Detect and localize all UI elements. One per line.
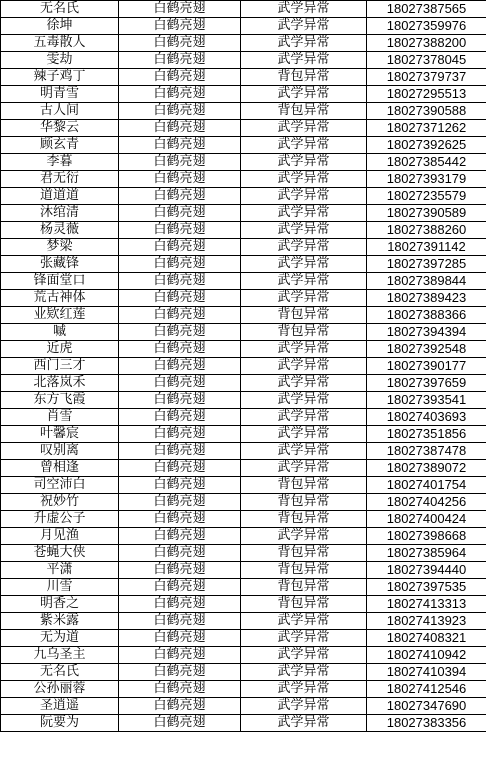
name-cell: 叹别离	[1, 443, 119, 460]
skill-cell: 白鹤亮翅	[119, 698, 241, 715]
phone-cell: 18027235579	[367, 188, 486, 205]
skill-cell: 白鹤亮翅	[119, 630, 241, 647]
skill-cell: 白鹤亮翅	[119, 579, 241, 596]
status-cell: 武学异常	[241, 120, 367, 137]
status-cell: 背包异常	[241, 307, 367, 324]
status-cell: 武学异常	[241, 715, 367, 732]
name-cell: 肖雪	[1, 409, 119, 426]
table-row	[1, 307, 486, 324]
phone-cell: 18027390177	[367, 358, 486, 375]
skill-cell: 白鹤亮翅	[119, 341, 241, 358]
skill-cell: 白鹤亮翅	[119, 715, 241, 732]
status-cell: 武学异常	[241, 1, 367, 18]
phone-cell: 18027394394	[367, 324, 486, 341]
name-cell: 业欵红莲	[1, 307, 119, 324]
status-cell: 武学异常	[241, 647, 367, 664]
skill-cell: 白鹤亮翅	[119, 681, 241, 698]
status-cell: 武学异常	[241, 426, 367, 443]
phone-cell: 18027389844	[367, 273, 486, 290]
name-cell: 月见渔	[1, 528, 119, 545]
name-cell: 华黎云	[1, 120, 119, 137]
phone-cell: 18027397285	[367, 256, 486, 273]
name-cell: 东方飞霞	[1, 392, 119, 409]
skill-cell: 白鹤亮翅	[119, 409, 241, 426]
name-cell: 道道道	[1, 188, 119, 205]
status-cell: 武学异常	[241, 256, 367, 273]
status-cell: 武学异常	[241, 154, 367, 171]
phone-cell: 18027404256	[367, 494, 486, 511]
table-row	[1, 579, 486, 596]
name-cell: 叶馨宸	[1, 426, 119, 443]
table-row	[1, 69, 486, 86]
name-cell: 明香之	[1, 596, 119, 613]
table-row	[1, 409, 486, 426]
status-cell: 武学异常	[241, 630, 367, 647]
table-row	[1, 103, 486, 120]
name-cell: 李暮	[1, 154, 119, 171]
status-cell: 背包异常	[241, 103, 367, 120]
name-cell: 梦梁	[1, 239, 119, 256]
skill-cell: 白鹤亮翅	[119, 171, 241, 188]
skill-cell: 白鹤亮翅	[119, 426, 241, 443]
skill-cell: 白鹤亮翅	[119, 596, 241, 613]
skill-cell: 白鹤亮翅	[119, 562, 241, 579]
name-cell: 祝妙竹	[1, 494, 119, 511]
table-row	[1, 120, 486, 137]
skill-cell: 白鹤亮翅	[119, 290, 241, 307]
phone-cell: 18027410942	[367, 647, 486, 664]
phone-cell: 18027392548	[367, 341, 486, 358]
phone-cell: 18027387565	[367, 1, 486, 18]
phone-cell: 18027385442	[367, 154, 486, 171]
skill-cell: 白鹤亮翅	[119, 18, 241, 35]
table-row	[1, 511, 486, 528]
status-cell: 背包异常	[241, 511, 367, 528]
status-cell: 武学异常	[241, 18, 367, 35]
table-row	[1, 52, 486, 69]
table-row	[1, 86, 486, 103]
table-row	[1, 494, 486, 511]
status-cell: 武学异常	[241, 358, 367, 375]
skill-cell: 白鹤亮翅	[119, 239, 241, 256]
status-cell: 背包异常	[241, 324, 367, 341]
phone-cell: 18027390589	[367, 205, 486, 222]
name-cell: 荒古神体	[1, 290, 119, 307]
name-cell: 近虎	[1, 341, 119, 358]
status-cell: 背包异常	[241, 477, 367, 494]
table-row	[1, 18, 486, 35]
phone-cell: 18027410394	[367, 664, 486, 681]
table-row	[1, 545, 486, 562]
table-row	[1, 358, 486, 375]
phone-cell: 18027295513	[367, 86, 486, 103]
status-cell: 武学异常	[241, 137, 367, 154]
name-cell: 苍蝇大侠	[1, 545, 119, 562]
phone-cell: 18027351856	[367, 426, 486, 443]
skill-cell: 白鹤亮翅	[119, 545, 241, 562]
table-row	[1, 562, 486, 579]
skill-cell: 白鹤亮翅	[119, 273, 241, 290]
table-row	[1, 35, 486, 52]
table-body	[1, 1, 486, 732]
status-cell: 武学异常	[241, 188, 367, 205]
skill-cell: 白鹤亮翅	[119, 324, 241, 341]
table-row	[1, 222, 486, 239]
name-cell: 平潇	[1, 562, 119, 579]
name-cell: 辣子鸡丁	[1, 69, 119, 86]
table-row	[1, 290, 486, 307]
name-cell: 明青雪	[1, 86, 119, 103]
skill-cell: 白鹤亮翅	[119, 137, 241, 154]
table-row	[1, 137, 486, 154]
phone-cell: 18027359976	[367, 18, 486, 35]
status-cell: 武学异常	[241, 52, 367, 69]
table-row	[1, 256, 486, 273]
status-cell: 武学异常	[241, 613, 367, 630]
name-cell: 张藏锋	[1, 256, 119, 273]
status-cell: 背包异常	[241, 494, 367, 511]
name-cell: 川雪	[1, 579, 119, 596]
phone-cell: 18027379737	[367, 69, 486, 86]
phone-cell: 18027412546	[367, 681, 486, 698]
phone-cell: 18027390588	[367, 103, 486, 120]
phone-cell: 18027371262	[367, 120, 486, 137]
phone-cell: 18027383356	[367, 715, 486, 732]
skill-cell: 白鹤亮翅	[119, 120, 241, 137]
skill-cell: 白鹤亮翅	[119, 307, 241, 324]
phone-cell: 18027388366	[367, 307, 486, 324]
phone-cell: 18027387478	[367, 443, 486, 460]
status-cell: 武学异常	[241, 443, 367, 460]
status-cell: 武学异常	[241, 698, 367, 715]
status-cell: 武学异常	[241, 205, 367, 222]
skill-cell: 白鹤亮翅	[119, 52, 241, 69]
status-cell: 武学异常	[241, 171, 367, 188]
status-cell: 背包异常	[241, 69, 367, 86]
name-cell: 古人间	[1, 103, 119, 120]
table-row	[1, 443, 486, 460]
phone-cell: 18027413313	[367, 596, 486, 613]
table-row	[1, 188, 486, 205]
table-row	[1, 239, 486, 256]
skill-cell: 白鹤亮翅	[119, 460, 241, 477]
phone-cell: 18027389072	[367, 460, 486, 477]
phone-cell: 18027392625	[367, 137, 486, 154]
skill-cell: 白鹤亮翅	[119, 86, 241, 103]
table-row	[1, 477, 486, 494]
name-cell: 杨灵薇	[1, 222, 119, 239]
status-cell: 武学异常	[241, 681, 367, 698]
phone-cell: 18027398668	[367, 528, 486, 545]
table-row	[1, 647, 486, 664]
name-cell: 曾相逢	[1, 460, 119, 477]
phone-cell: 18027391142	[367, 239, 486, 256]
status-cell: 武学异常	[241, 409, 367, 426]
skill-cell: 白鹤亮翅	[119, 35, 241, 52]
name-cell: 升虚公子	[1, 511, 119, 528]
table-row	[1, 426, 486, 443]
status-cell: 武学异常	[241, 528, 367, 545]
phone-cell: 18027403693	[367, 409, 486, 426]
skill-cell: 白鹤亮翅	[119, 205, 241, 222]
skill-cell: 白鹤亮翅	[119, 477, 241, 494]
phone-cell: 18027394440	[367, 562, 486, 579]
table-row	[1, 460, 486, 477]
table-row	[1, 341, 486, 358]
name-cell: 无名氏	[1, 664, 119, 681]
table-row	[1, 528, 486, 545]
name-cell: 君无衍	[1, 171, 119, 188]
skill-cell: 白鹤亮翅	[119, 358, 241, 375]
skill-cell: 白鹤亮翅	[119, 511, 241, 528]
phone-cell: 18027408321	[367, 630, 486, 647]
name-cell: 北落岚禾	[1, 375, 119, 392]
skill-cell: 白鹤亮翅	[119, 494, 241, 511]
skill-cell: 白鹤亮翅	[119, 392, 241, 409]
table-row	[1, 324, 486, 341]
status-cell: 背包异常	[241, 562, 367, 579]
phone-cell: 18027388260	[367, 222, 486, 239]
phone-cell: 18027389423	[367, 290, 486, 307]
status-cell: 背包异常	[241, 596, 367, 613]
status-cell: 武学异常	[241, 460, 367, 477]
phone-cell: 18027397535	[367, 579, 486, 596]
name-cell: 嘁	[1, 324, 119, 341]
phone-cell: 18027378045	[367, 52, 486, 69]
status-cell: 武学异常	[241, 222, 367, 239]
name-cell: 阮要为	[1, 715, 119, 732]
table-row	[1, 698, 486, 715]
status-cell: 武学异常	[241, 273, 367, 290]
name-cell: 紫米露	[1, 613, 119, 630]
table-row	[1, 613, 486, 630]
skill-cell: 白鹤亮翅	[119, 69, 241, 86]
name-cell: 徐坤	[1, 18, 119, 35]
name-cell: 沐绾清	[1, 205, 119, 222]
name-cell: 西门三才	[1, 358, 119, 375]
status-cell: 背包异常	[241, 545, 367, 562]
phone-cell: 18027397659	[367, 375, 486, 392]
table-row	[1, 630, 486, 647]
table-row	[1, 1, 486, 18]
skill-cell: 白鹤亮翅	[119, 528, 241, 545]
status-cell: 武学异常	[241, 35, 367, 52]
phone-cell: 18027385964	[367, 545, 486, 562]
name-cell: 公孙丽蓉	[1, 681, 119, 698]
name-cell: 顾玄青	[1, 137, 119, 154]
status-cell: 武学异常	[241, 392, 367, 409]
status-cell: 背包异常	[241, 579, 367, 596]
table-row	[1, 154, 486, 171]
status-cell: 武学异常	[241, 290, 367, 307]
skill-cell: 白鹤亮翅	[119, 613, 241, 630]
phone-cell: 18027401754	[367, 477, 486, 494]
skill-cell: 白鹤亮翅	[119, 443, 241, 460]
table-row	[1, 171, 486, 188]
status-cell: 武学异常	[241, 239, 367, 256]
skill-cell: 白鹤亮翅	[119, 664, 241, 681]
status-cell: 武学异常	[241, 664, 367, 681]
name-cell: 九乌圣主	[1, 647, 119, 664]
skill-cell: 白鹤亮翅	[119, 647, 241, 664]
name-cell: 司空沛白	[1, 477, 119, 494]
skill-cell: 白鹤亮翅	[119, 1, 241, 18]
phone-cell: 18027393541	[367, 392, 486, 409]
phone-cell: 18027393179	[367, 171, 486, 188]
phone-cell: 18027413923	[367, 613, 486, 630]
table-row	[1, 375, 486, 392]
table-row	[1, 596, 486, 613]
name-cell: 无名氏	[1, 1, 119, 18]
table-row	[1, 681, 486, 698]
status-cell: 武学异常	[241, 341, 367, 358]
phone-cell: 18027388200	[367, 35, 486, 52]
status-cell: 武学异常	[241, 86, 367, 103]
name-cell: 雯劫	[1, 52, 119, 69]
phone-cell: 18027400424	[367, 511, 486, 528]
status-cell: 武学异常	[241, 375, 367, 392]
table-row	[1, 392, 486, 409]
skill-cell: 白鹤亮翅	[119, 256, 241, 273]
table-row	[1, 715, 486, 732]
skill-cell: 白鹤亮翅	[119, 222, 241, 239]
name-cell: 五毒散人	[1, 35, 119, 52]
skill-cell: 白鹤亮翅	[119, 103, 241, 120]
name-cell: 无为道	[1, 630, 119, 647]
name-cell: 锋面堂口	[1, 273, 119, 290]
skill-cell: 白鹤亮翅	[119, 188, 241, 205]
phone-cell: 18027347690	[367, 698, 486, 715]
table-row	[1, 273, 486, 290]
skill-cell: 白鹤亮翅	[119, 154, 241, 171]
name-cell: 圣逍遥	[1, 698, 119, 715]
table-row	[1, 205, 486, 222]
skill-cell: 白鹤亮翅	[119, 375, 241, 392]
table-row	[1, 664, 486, 681]
